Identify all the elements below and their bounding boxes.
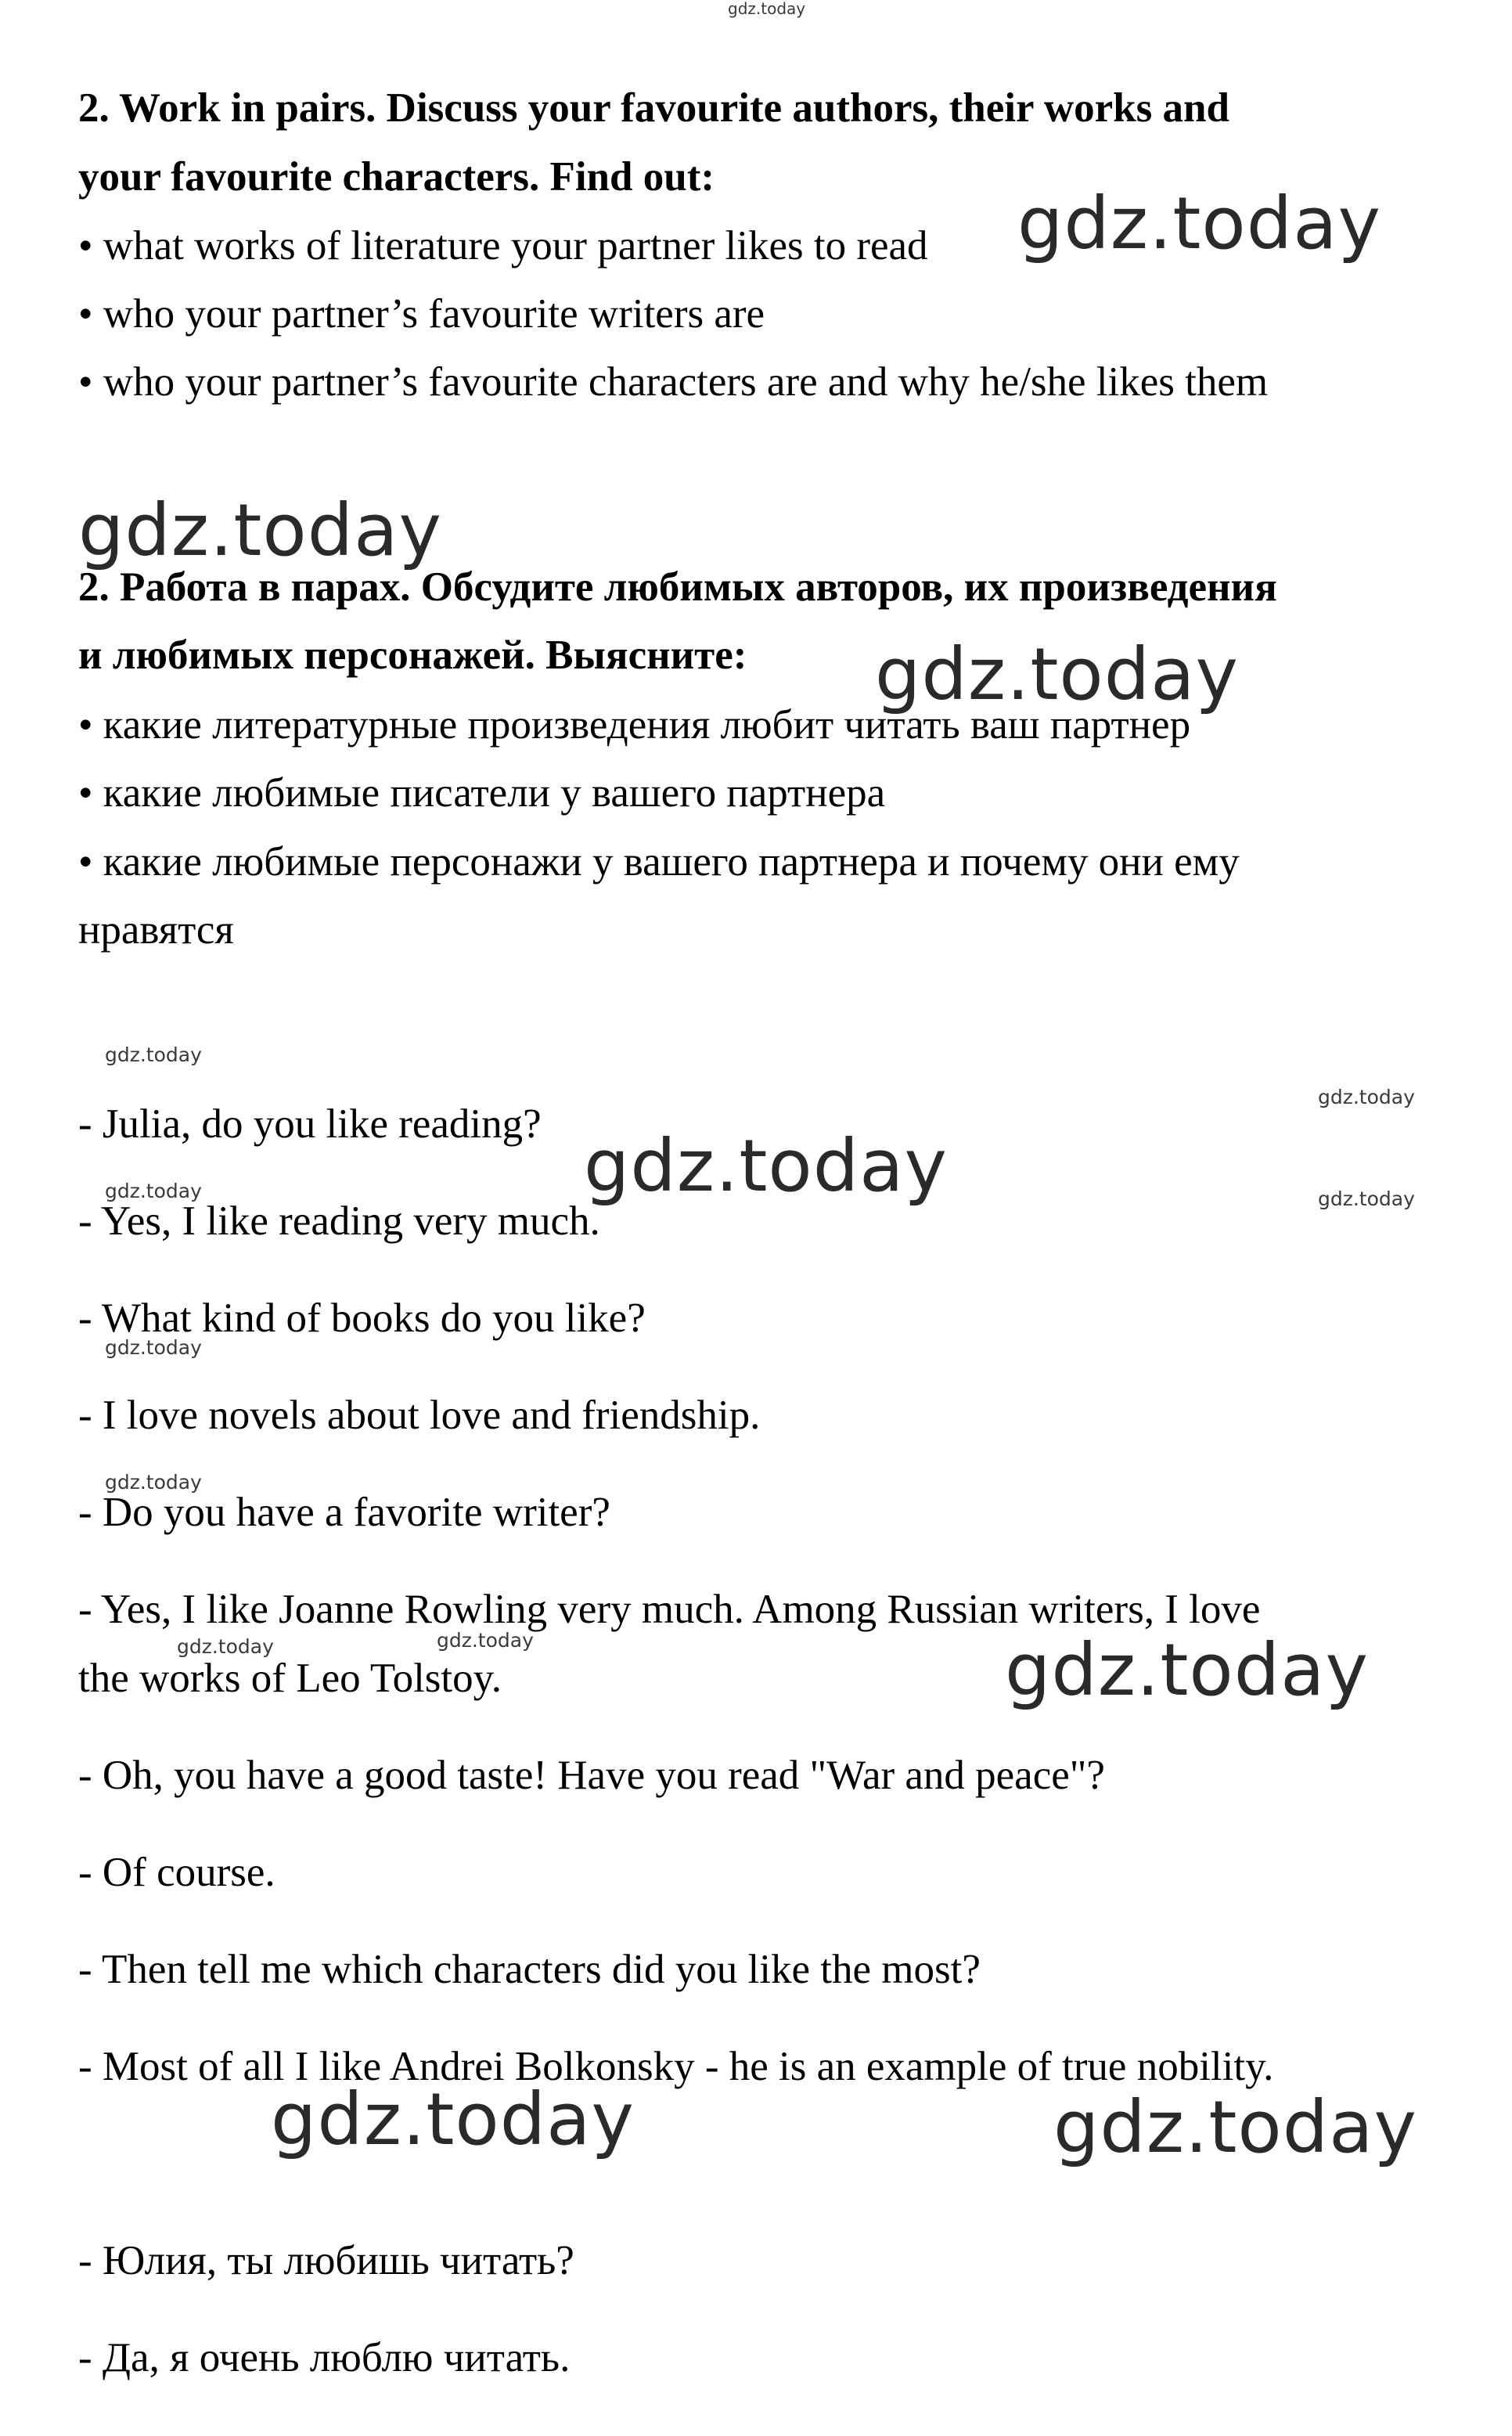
dialogue-en-line: - Oh, you have a good taste! Have you read "War and peace"? — [78, 1753, 1105, 1798]
watermark-small: gdz.today — [1318, 1086, 1415, 1108]
dialogue-en-line: - Yes, I like reading very much. — [78, 1198, 600, 1244]
watermark-small: gdz.today — [177, 1635, 274, 1658]
task-en-heading-line1: 2. Work in pairs. Discuss your favourite authors, their works and — [78, 85, 1229, 131]
watermark: gdz.today — [1005, 1628, 1369, 1712]
task-en-bullet: • who your partner’s favourite writers are — [78, 291, 765, 337]
task-ru-bullet: нравятся — [78, 907, 234, 953]
watermark: gdz.today — [271, 2077, 635, 2161]
dialogue-ru-line: - Да, я очень люблю читать. — [78, 2335, 571, 2380]
task-ru-bullet: • какие любимые персонажи у вашего партнера и почему они ему — [78, 839, 1240, 885]
dialogue-en-line: - Do you have a favorite writer? — [78, 1490, 610, 1535]
task-en-heading-line2: your favourite characters. Find out: — [78, 154, 715, 200]
dialogue-ru-line: - Юлия, ты любишь читать? — [78, 2238, 574, 2283]
dialogue-en-line: - Of course. — [78, 1850, 275, 1895]
dialogue-en-line: - I love novels about love and friendship. — [78, 1393, 761, 1438]
watermark-small: gdz.today — [105, 1471, 202, 1494]
watermark: gdz.today — [1053, 2085, 1417, 2169]
watermark: gdz.today — [584, 1124, 948, 1208]
task-en-bullet: • who your partner’s favourite characters are and why he/she likes them — [78, 359, 1269, 405]
task-en-bullet: • what works of literature your partner likes to read — [78, 223, 928, 268]
dialogue-en-line: - Then tell me which characters did you like the most? — [78, 1947, 981, 1992]
watermark-small: gdz.today — [105, 1180, 202, 1202]
watermark: gdz.today — [78, 488, 442, 572]
dialogue-en-line: - Julia, do you like reading? — [78, 1101, 542, 1147]
dialogue-en-line: - Most of all I like Andrei Bolkonsky - he is an example of true nobility. — [78, 2044, 1274, 2089]
watermark-small: gdz.today — [105, 1336, 202, 1359]
dialogue-en-line: the works of Leo Tolstoy. — [78, 1656, 502, 1701]
watermark: gdz.today — [875, 632, 1239, 716]
task-ru-bullet: • какие любимые писатели у вашего партнера — [78, 770, 886, 816]
watermark-small: gdz.today — [1318, 1187, 1415, 1210]
watermark-small: gdz.today — [437, 1629, 534, 1652]
dialogue-en-line: - Yes, I like Joanne Rowling very much. Among Russian writers, I love — [78, 1587, 1261, 1632]
watermark: gdz.today — [1017, 182, 1381, 265]
task-ru-heading-line2: и любимых персонажей. Выясните: — [78, 632, 747, 678]
dialogue-en-line: - What kind of books do you like? — [78, 1295, 646, 1341]
task-ru-bullet: • какие литературные произведения любит читать ваш партнер — [78, 702, 1191, 748]
task-ru-heading-line1: 2. Работа в парах. Обсудите любимых авторов, их произведения — [78, 564, 1277, 610]
watermark-small: gdz.today — [105, 1043, 202, 1066]
watermark-top: gdz.today — [728, 0, 806, 18]
